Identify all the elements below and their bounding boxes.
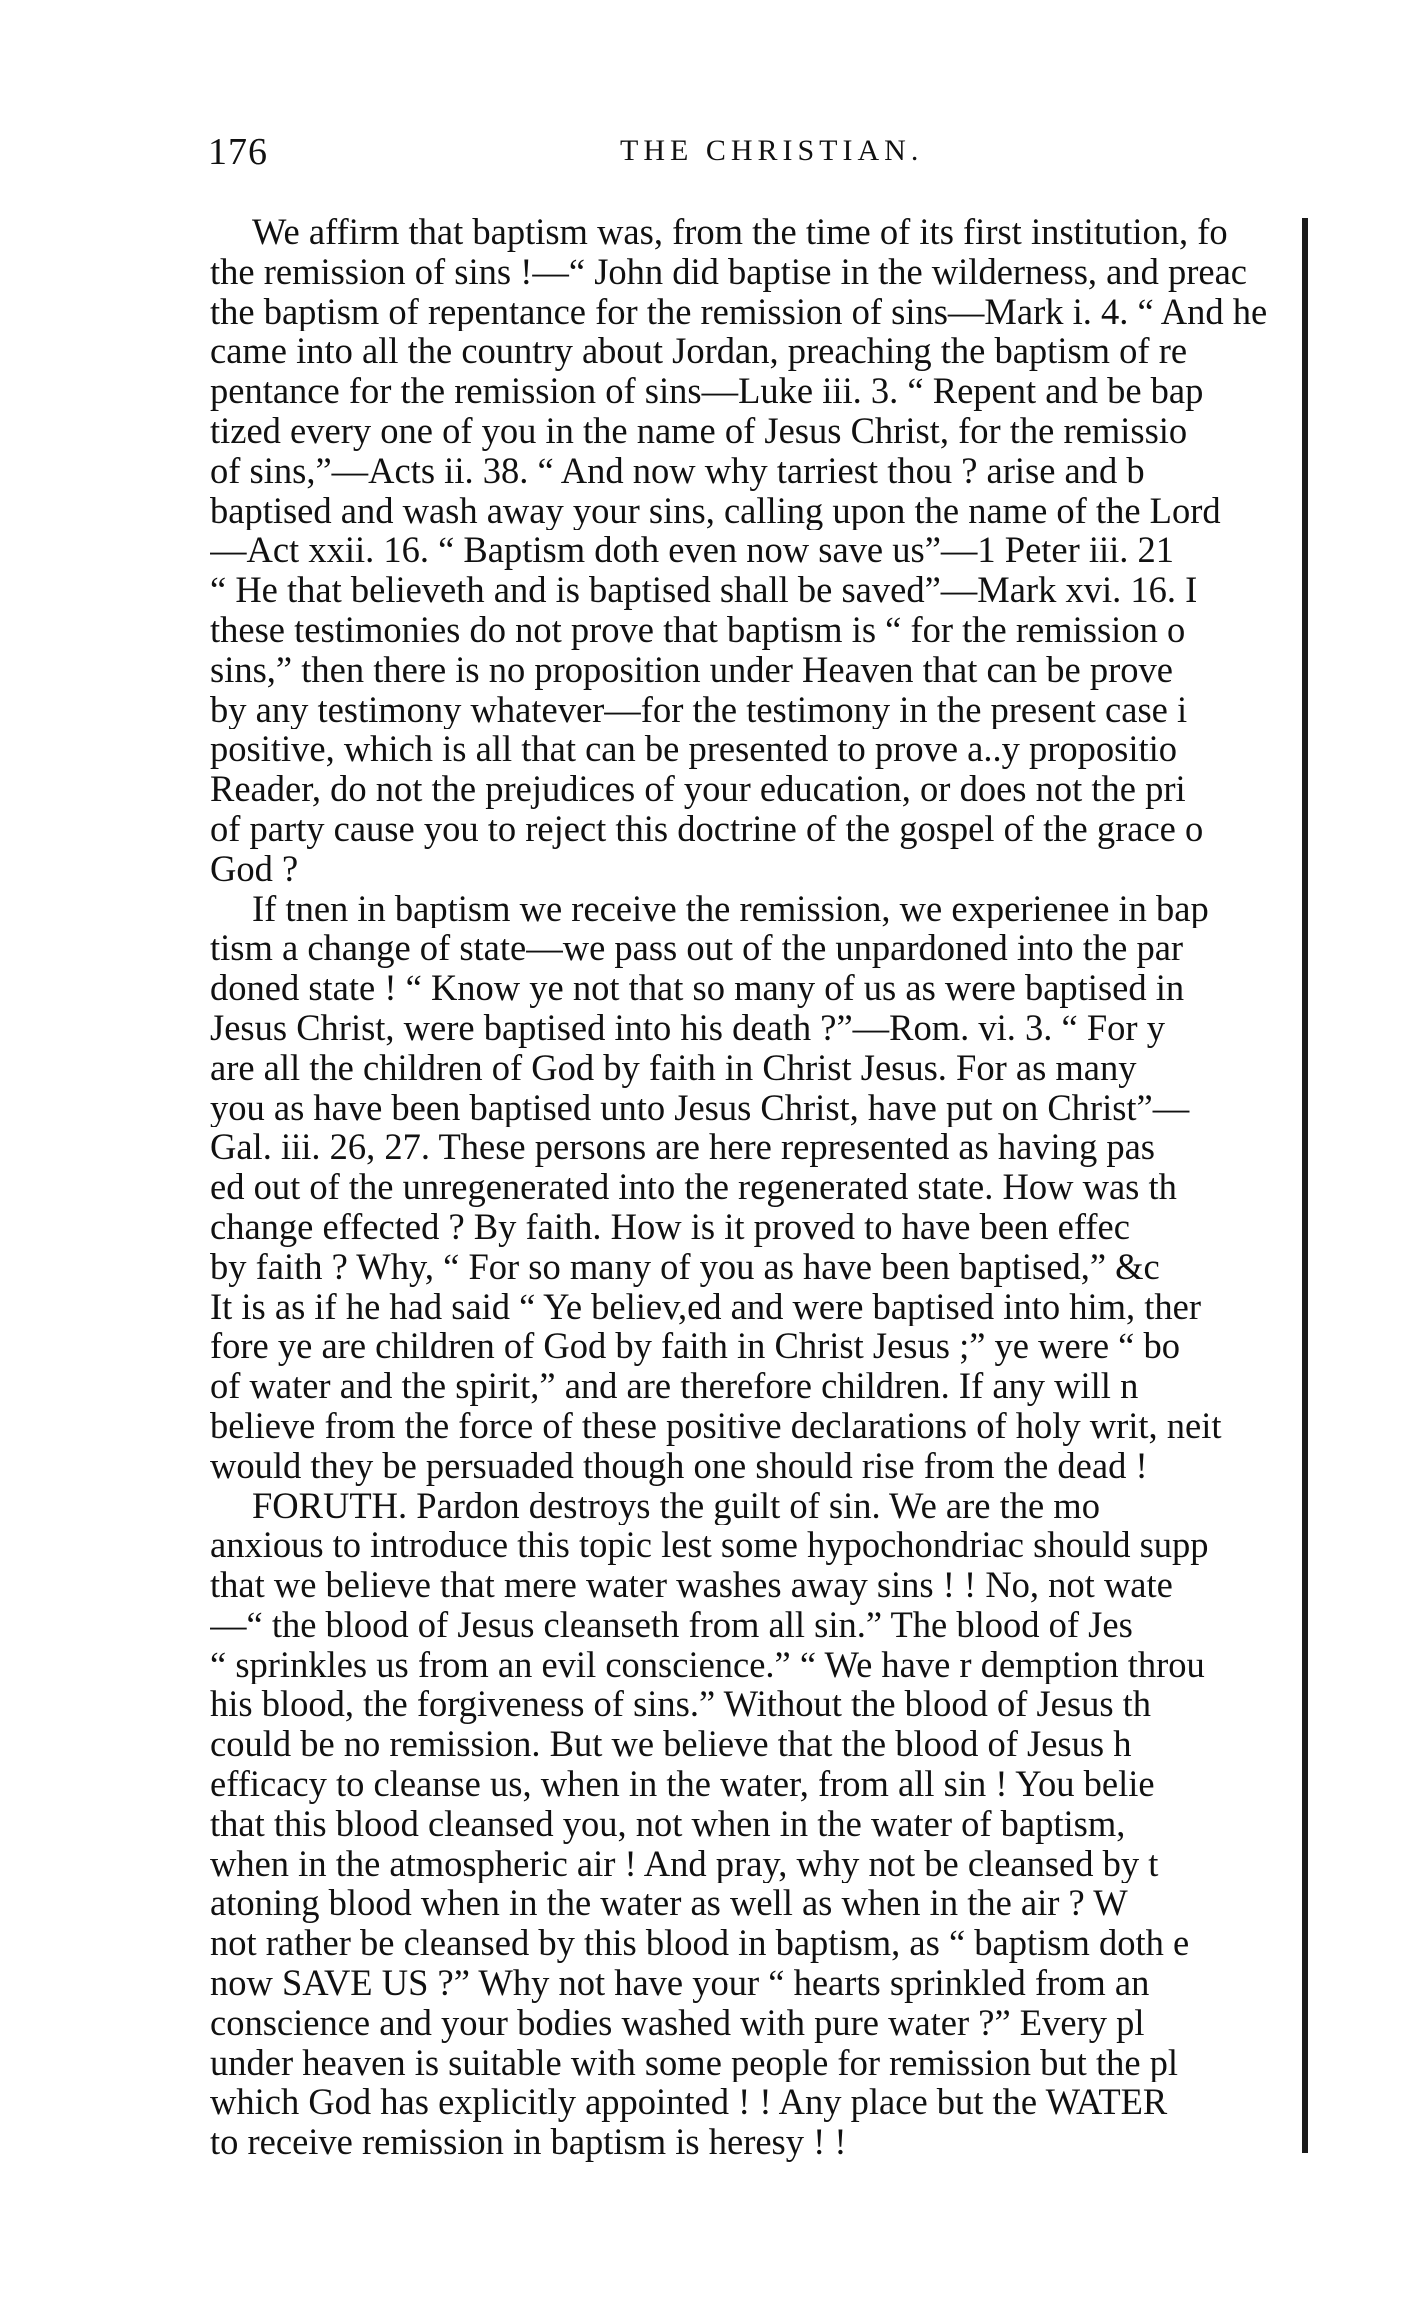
text-line: by faith ? Why, “ For so many of you as have been baptised,” &c	[210, 1246, 1160, 1287]
text-line: that we believe that mere water washes away sins ! ! No, not wate	[210, 1565, 1173, 1605]
text-line: could be no remission. But we believe that the blood of Jesus h	[210, 1724, 1132, 1765]
text-line: Reader, do not the prejudices of your education, or does not the pri	[210, 769, 1186, 809]
text-line: baptised and wash away your sins, calling upon the name of the Lord	[210, 490, 1221, 531]
gutter-shadow	[1302, 218, 1308, 2153]
text-line: tism a change of state—we pass out of the unpardoned into the par	[210, 928, 1184, 969]
text-line: not rather be cleansed by this blood in baptism, as “ baptism doth e	[210, 1923, 1190, 1964]
text-line: anxious to introduce this topic lest some hypochondriac should supp	[210, 1525, 1209, 1566]
text-line: you as have been baptised unto Jesus Christ, have put on Christ”—	[210, 1087, 1190, 1128]
text-line: the remission of sins !—“ John did baptise in the wilderness, and preac	[210, 251, 1247, 292]
text-line: conscience and your bodies washed with pure water ?” Every pl	[210, 2002, 1145, 2043]
text-line: the baptism of repentance for the remission of sins—Mark i. 4. “ And he	[210, 291, 1268, 332]
text-line: would they be persuaded though one should rise from the dead !	[210, 1445, 1148, 1486]
text-line: fore ye are children of God by faith in Christ Jesus ;” ye were “ bo	[210, 1326, 1180, 1367]
text-line: of water and the spirit,” and are therefore children. If any will n	[210, 1366, 1139, 1406]
text-line: positive, which is all that can be presented to prove a..y propositio	[210, 729, 1178, 770]
text-line: It is as if he had said “ Ye believ,ed and were baptised into him, ther	[210, 1286, 1201, 1327]
text-line: —Act xxii. 16. “ Baptism doth even now save us”—1 Peter iii. 21	[210, 530, 1175, 571]
text-line: sins,” then there is no proposition under Heaven that can be prove	[210, 649, 1173, 690]
text-line: of party cause you to reject this doctrine of the gospel of the grace o	[210, 808, 1204, 849]
page-header	[180, 130, 1320, 180]
text-line: ed out of the unregenerated into the regenerated state. How was th	[210, 1167, 1177, 1207]
text-line: “ sprinkles us from an evil conscience.” “ We have r demption throu	[210, 1644, 1205, 1685]
text-line: when in the atmospheric air ! And pray, why not be cleansed by t	[210, 1843, 1159, 1884]
text-line: are all the children of God by faith in Christ Jesus. For as many	[210, 1047, 1137, 1088]
text-line: under heaven is suitable with some people for remission but the pl	[210, 2042, 1179, 2083]
text-line: these testimonies do not prove that baptism is “ for the remission o	[210, 609, 1186, 650]
text-line: now SAVE US ?” Why not have your “ hearts sprinkled from an	[210, 1963, 1150, 2003]
running-head: THE CHRISTIAN.	[620, 134, 924, 167]
text-line: FORUTH. Pardon destroys the guilt of sin. We are the mo	[252, 1485, 1100, 1526]
text-line: change effected ? By faith. How is it proved to have been effec	[210, 1206, 1130, 1247]
text-line: believe from the force of these positive declarations of holy writ, neit	[210, 1405, 1222, 1446]
text-line: tized every one of you in the name of Jesus Christ, for the remissio	[210, 410, 1188, 451]
text-line: If tnen in baptism we receive the remission, we experienee in bap	[252, 888, 1209, 929]
page-number: 176	[208, 131, 268, 173]
text-line: Jesus Christ, were baptised into his death ?”—Rom. vi. 3. “ For y	[210, 1007, 1165, 1048]
text-line: “ He that believeth and is baptised shall be saved”—Mark xvi. 16. I	[210, 570, 1198, 610]
text-line: efficacy to cleanse us, when in the water, from all sin ! You belie	[210, 1764, 1155, 1804]
text-line: God ?	[210, 848, 299, 889]
text-line: which God has explicitly appointed ! ! Any place but the WATER	[210, 2082, 1168, 2123]
text-line: —“ the blood of Jesus cleanseth from all sin.” The blood of Jes	[210, 1604, 1133, 1645]
text-line: We affirm that baptism was, from the time of its first institution, fo	[252, 212, 1228, 252]
text-line: Gal. iii. 26, 27. These persons are here represented as having pas	[210, 1127, 1155, 1168]
text-line: to receive remission in baptism is heresy ! !	[210, 2122, 847, 2163]
text-line: atoning blood when in the water as well as when in the air ? W	[210, 1883, 1128, 1924]
text-line: came into all the country about Jordan, preaching the baptism of re	[210, 331, 1188, 372]
text-line: by any testimony whatever—for the testimony in the present case i	[210, 689, 1188, 730]
text-line: that this blood cleansed you, not when in the water of baptism,	[210, 1803, 1126, 1844]
text-line: of sins,”—Acts ii. 38. “ And now why tarriest thou ? arise and b	[210, 450, 1145, 491]
text-line: pentance for the remission of sins—Luke iii. 3. “ Repent and be bap	[210, 371, 1204, 411]
text-line: doned state ! “ Know ye not that so many of us as were baptised in	[210, 968, 1185, 1008]
text-line: his blood, the forgiveness of sins.” Without the blood of Jesus th	[210, 1684, 1152, 1725]
body-text	[210, 212, 1290, 2162]
